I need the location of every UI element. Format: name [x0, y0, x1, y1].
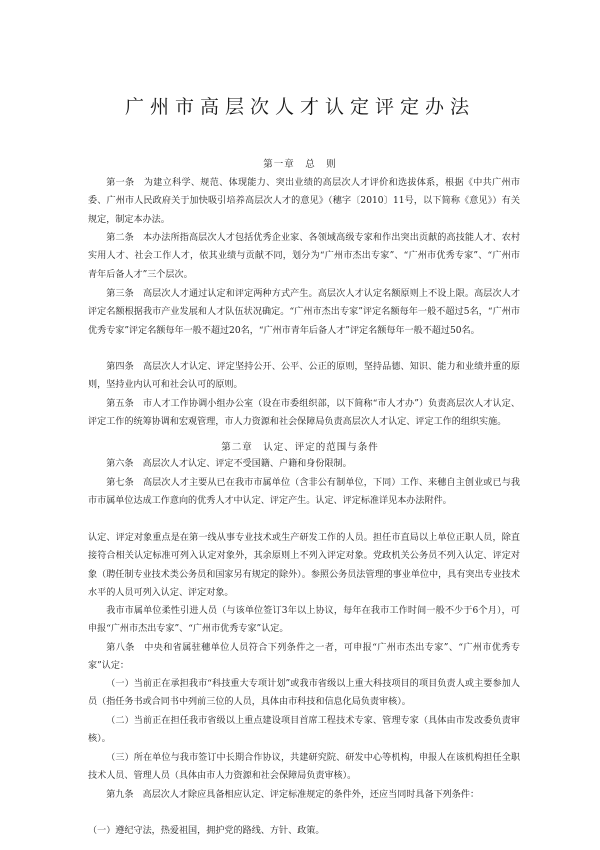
chapter-heading-2: 第二章 认定、评定的范围与条件	[221, 442, 379, 453]
article-9-item-1: （一）遵纪守法，热爱祖国，拥护党的路线、方针、政策。	[88, 826, 325, 836]
chapter-heading-1: 第一章 总 则	[263, 159, 337, 170]
article-1: 第一条 为建立科学、规范、体现能力、突出业绩的高层次人才评价和选拔体系，根据《中共广州市委、广州市人民政府关于加快吸引培养高层次人才的意见》（穗字〔2010〕11号，以下简称《意见》）有关规定，制定本办法。	[88, 178, 520, 225]
article-7: 第七条 高层次人才主要从已在我市市属单位（含非公有制单位，下同）工作、来穗自主创业或已与我市市属单位达成工作意向的优秀人才中认定、评定产生。认定、评定标准详见本办法附件。	[88, 478, 520, 507]
article-5: 第五条 市人才工作协调小组办公室（设在市委组织部，以下简称“市人才办”）负责高层次人才认定、评定工作的统筹协调和宏观管理，市人力资源和社会保障局负责高层次人才认定、评定工作的组织实施。	[88, 399, 520, 428]
article-6: 第六条 高层次人才认定、评定不受国籍、户籍和身份限制。	[106, 459, 352, 469]
article-8-item-2: （二）当前正在担任我市省级以上重点建设项目首席工程技术专家、管理专家（具体由市发改委负责审核）。	[88, 716, 520, 745]
article-2: 第二条 本办法所指高层次人才包括优秀企业家、各领域高级专家和作出突出贡献的高技能人才、农村实用人才、社会工作人才，依其业绩与贡献不同，划分为“广州市杰出专家”、“广州市优秀专家”、“广州市青年后备人才”三个层次。	[88, 233, 520, 280]
article-8: 第八条 中央和省属驻穗单位人员符合下列条件之一者，可申报“广州市杰出专家”、“广州市优秀专家”认定：	[88, 643, 520, 672]
article-7-paragraph-3: 我市市属单位柔性引进人员（与该单位签订3年以上协议，每年在我市工作时间一般不少于6个月），可申报“广州市杰出专家”、“广州市优秀专家”认定。	[88, 606, 520, 635]
article-9: 第九条 高层次人才除应具备相应认定、评定标准规定的条件外，还应当同时具备下列条件：	[106, 790, 480, 800]
article-8-item-3: （三）所在单位与我市签订中长期合作协议，共建研究院、研发中心等机构，申报人在该机构担任全职技术人员、管理人员（具体由市人力资源和社会保障局负责审核）。	[88, 753, 520, 782]
article-3: 第三条 高层次人才通过认定和评定两种方式产生。高层次人才认定名额原则上不设上限。高层次人才评定名额根据我市产业发展和人才队伍状况确定。“广州市杰出专家”评定名额每年一般不超过5名，“广州市优秀专家”评定名额每年一般不超过20名，“广州市青年后备人才”评定名额每年一般不超过50名。	[88, 289, 520, 336]
article-4: 第四条 高层次人才认定、评定坚持公开、公平、公正的原则，坚持品德、知识、能力和业绩并重的原则，坚持业内认可和社会认可的原则。	[88, 362, 520, 391]
article-8-item-1: （一）当前正在承担我市“科技重大专项计划”或我市省级以上重大科技项目的项目负责人或主要参加人员（指任务书或合同书中列前三位的人员，具体由市科技和信息化局负责审核）。	[88, 679, 520, 708]
article-7-paragraph-2: 认定、评定对象重点是在第一线从事专业技术或生产研发工作的人员。担任市直局以上单位正职人员，除直接符合相关认定标准可列入认定对象外，其余原则上不列入评定对象。党政机关公务员不列入认定、评定对象（聘任制专业技术类公务员和国家另有规定的除外）。参照公务员法管理的事业单位中，具有突出专业技术水平的人员可列入认定、评定对象。	[88, 533, 520, 599]
document-title: 广州市高层次人才认定评定办法	[124, 96, 475, 118]
